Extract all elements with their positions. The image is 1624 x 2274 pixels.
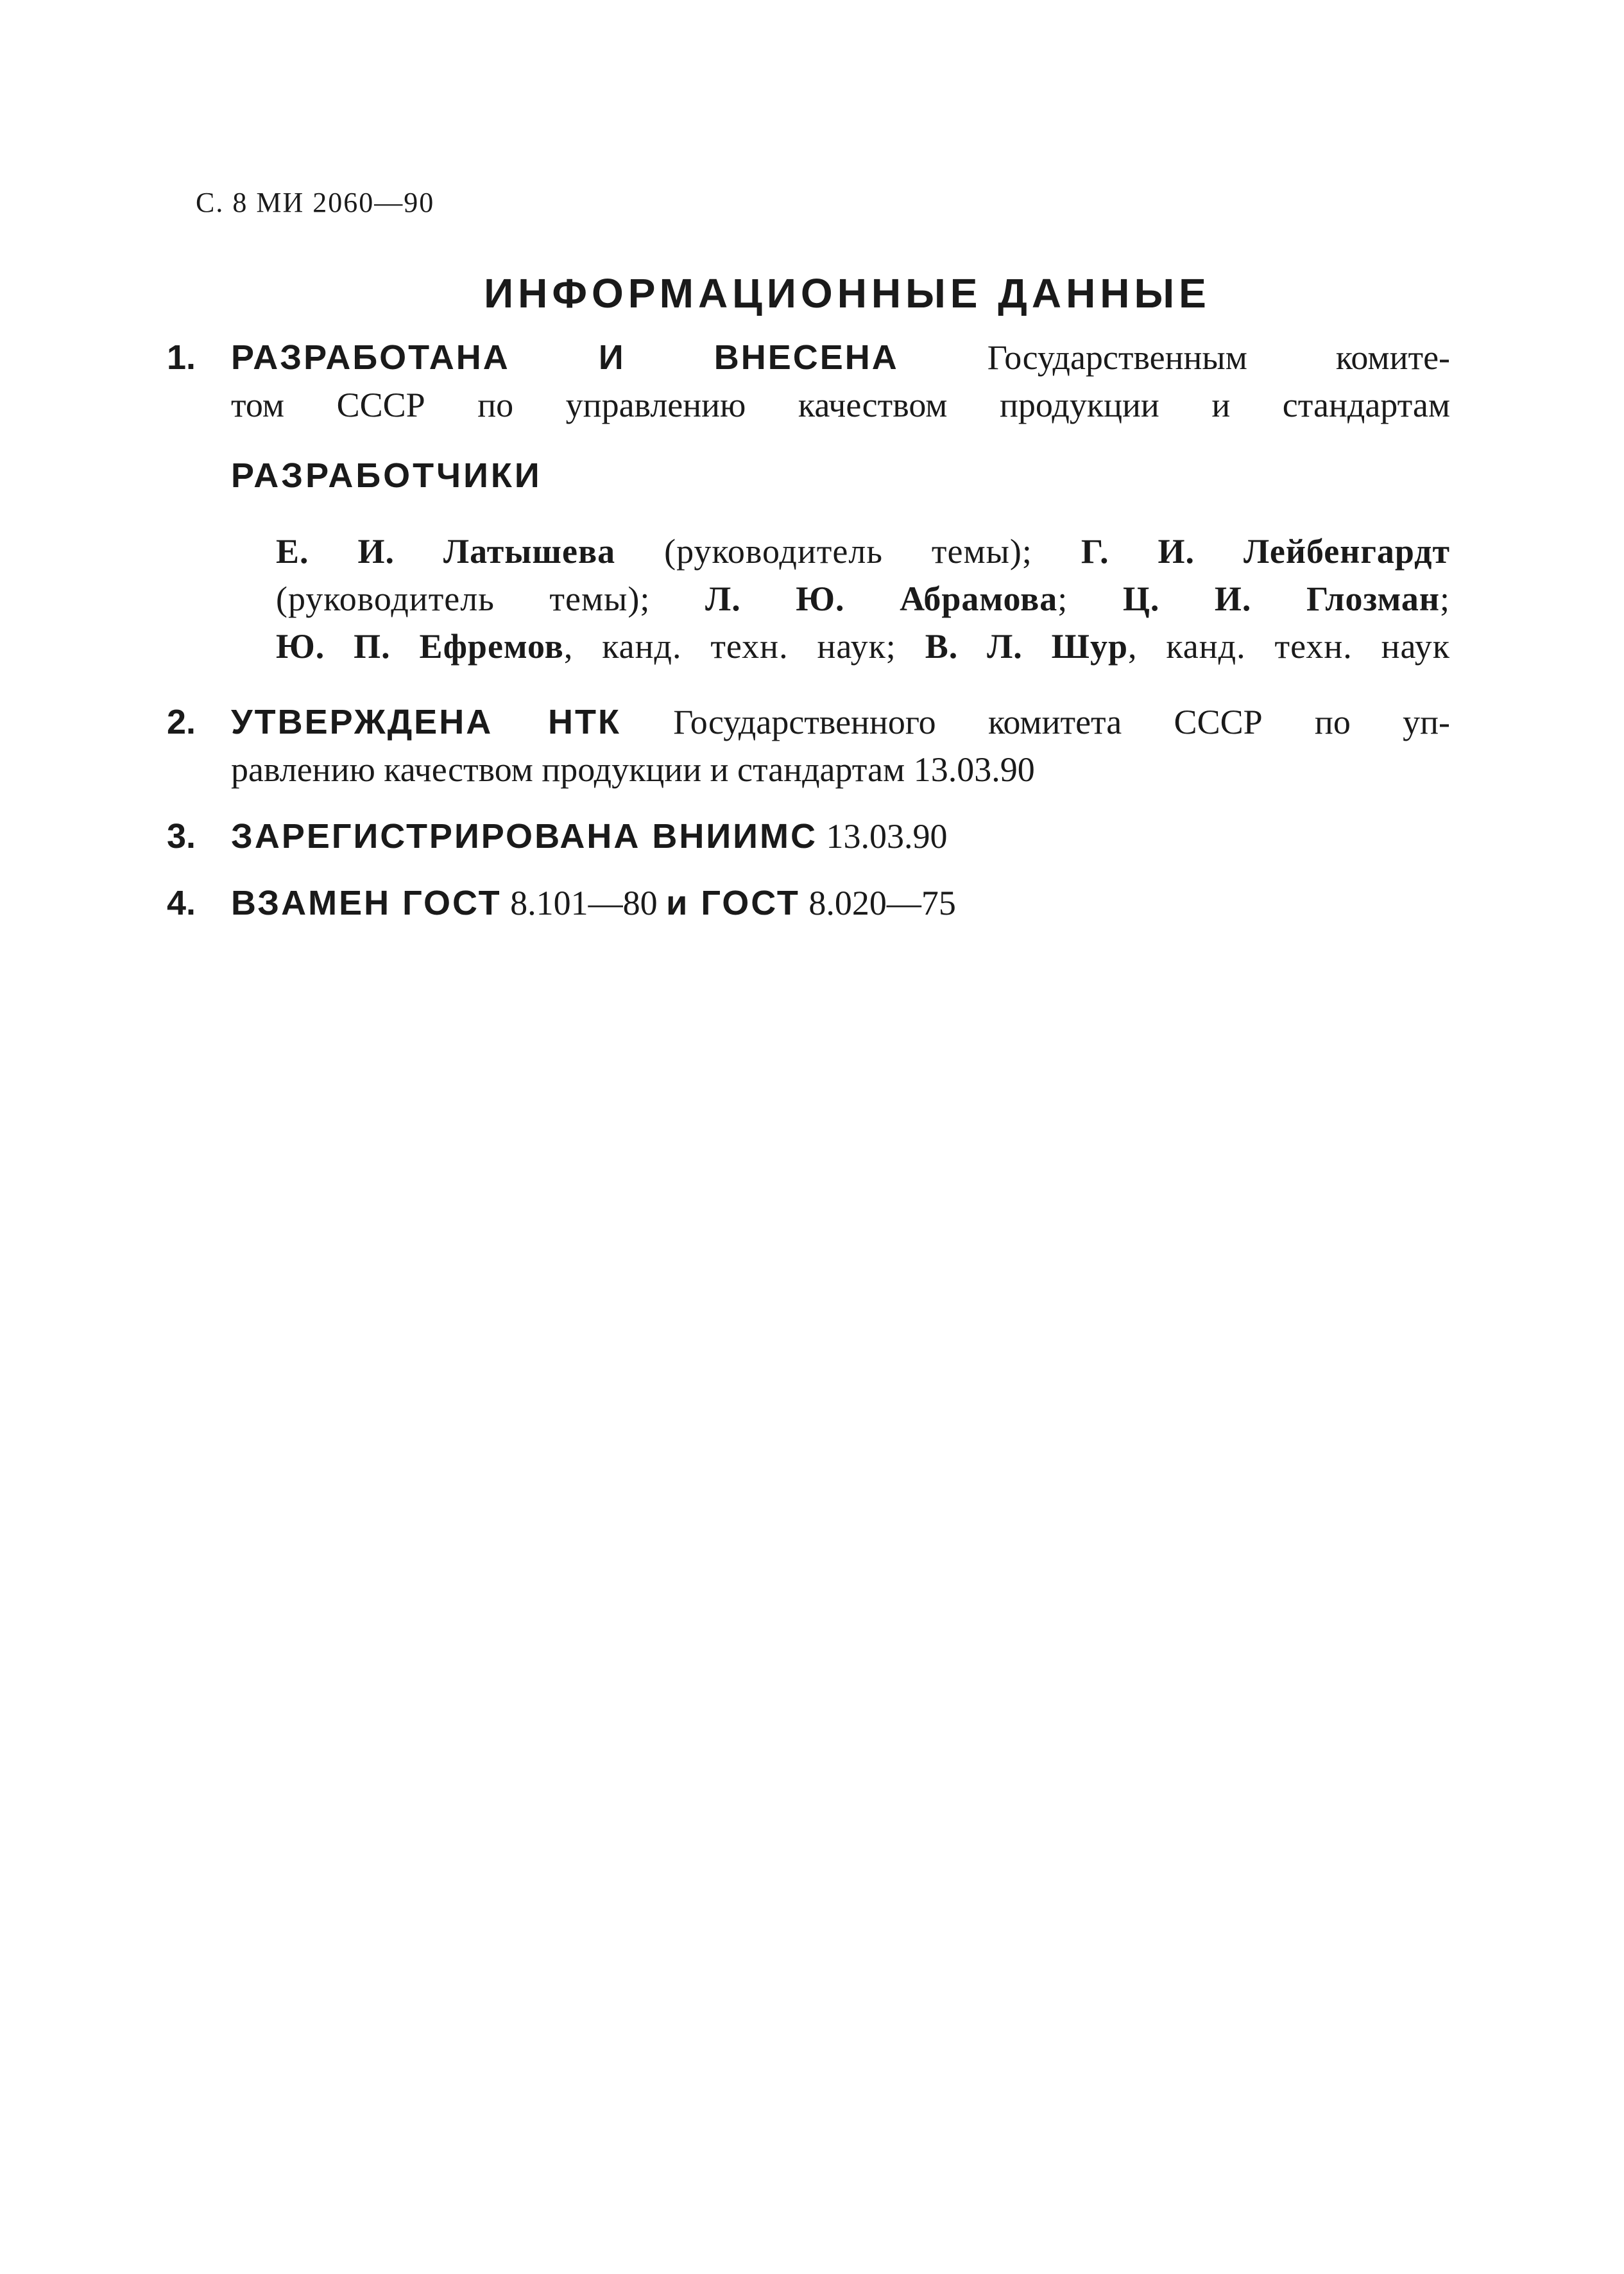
- developer-role: , канд. техн. наук: [1128, 627, 1450, 666]
- developers-heading: РАЗРАБОТЧИКИ: [231, 456, 542, 495]
- item-1-text: Государственным комите-: [987, 338, 1451, 377]
- developer-role: (руководитель темы);: [276, 580, 705, 618]
- item-number: 3.: [167, 817, 196, 856]
- keyword-and: И: [598, 338, 626, 377]
- item-4-line-1: [231, 879, 1450, 927]
- developer-name: В. Л. Шур: [925, 627, 1129, 666]
- page-header: С. 8 МИ 2060—90: [196, 187, 435, 218]
- item-number: 4.: [167, 884, 196, 922]
- item-2-text: Государственного комитета СССР по уп-: [673, 703, 1450, 741]
- keyword-and-gost: и ГОСТ: [666, 884, 800, 922]
- developers-line-2: [276, 575, 1450, 623]
- developer-name: Ю. П. Ефремов: [276, 627, 564, 666]
- item-1-line-1: [231, 334, 1450, 381]
- item-2-line-2: равлению качеством продукции и стандартам 13.03.90: [231, 750, 1035, 789]
- developer-name: Л. Ю. Абрамова: [705, 580, 1058, 618]
- standard-ref: 8.101—80: [510, 884, 658, 922]
- developers-line-1: [276, 528, 1450, 575]
- item-2-line-1: [231, 698, 1450, 746]
- item-3-date: 13.03.90: [826, 817, 948, 856]
- keyword-approved: УТВЕРЖДЕНА НТК: [231, 703, 621, 741]
- developer-role: , канд. техн. наук;: [563, 627, 925, 666]
- developer-role: (руководитель темы);: [615, 532, 1081, 571]
- developer-role: ;: [1440, 580, 1451, 618]
- developers-list: [231, 528, 1450, 670]
- document-body: [167, 334, 1450, 946]
- developer-name: Ц. И. Глозман: [1122, 580, 1440, 618]
- standard-ref: 8.020—75: [808, 884, 956, 922]
- keyword-introduced: ВНЕСЕНА: [714, 338, 899, 377]
- keyword-developed: РАЗРАБОТАНА: [231, 338, 510, 377]
- item-3-line-1: [231, 813, 1450, 860]
- developer-role: ;: [1057, 580, 1123, 618]
- item-number: 2.: [167, 703, 196, 741]
- developers-line-3: [276, 623, 1450, 670]
- item-1-line-2: том СССР по управлению качеством продукции и стандартам: [231, 386, 1450, 424]
- info-item-3: [167, 813, 1450, 860]
- developer-name: Г. И. Лейбенгардт: [1081, 532, 1450, 571]
- keyword-replaces: ВЗАМЕН ГОСТ: [231, 884, 502, 922]
- developer-name: Е. И. Латышева: [276, 532, 616, 571]
- item-number: 1.: [167, 338, 196, 377]
- document-title: ИНФОРМАЦИОННЫЕ ДАННЫЕ: [484, 270, 1211, 316]
- keyword-registered: ЗАРЕГИСТРИРОВАНА ВНИИМС: [231, 817, 817, 856]
- info-item-4: [167, 879, 1450, 927]
- info-item-1: [167, 334, 1450, 670]
- info-item-2: [167, 698, 1450, 793]
